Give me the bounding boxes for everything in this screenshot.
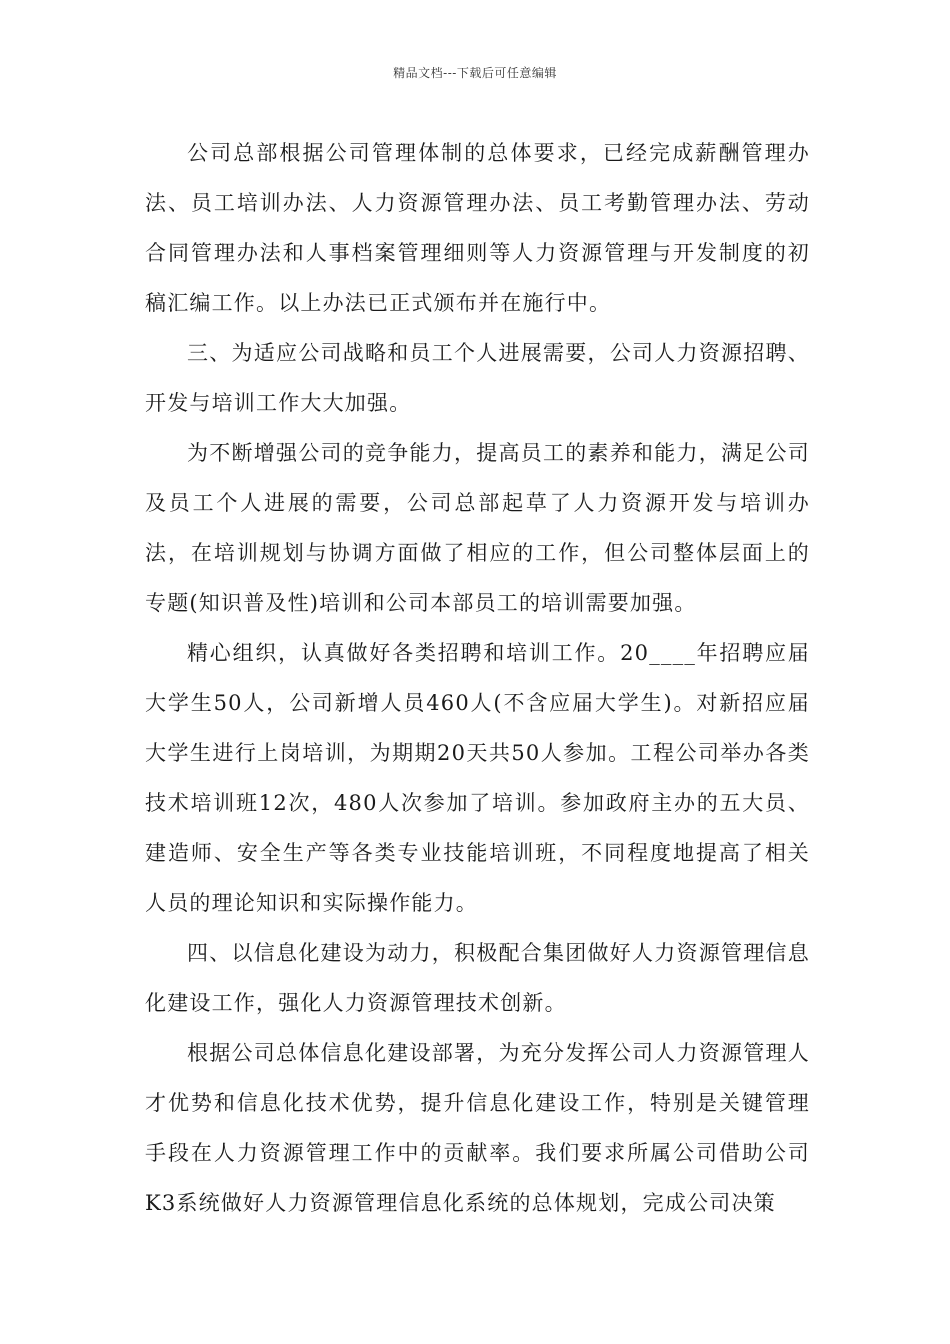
paragraph: 精心组织，认真做好各类招聘和培训工作。20____年招聘应届大学生50人，公司新增人员460人(不含应届大学生)。对新招应届大学生进行上岗培训，为期期20天共50人参加。工程公司举办各类技术培训班12次，480人次参加了培训。参加政府主办的五大员、建造师、安全生产等各类专业技能培训班，不同程度地提高了相关人员的理论知识和实际操作能力。 (145, 641, 810, 915)
page-header: 精品文档---下载后可任意编辑 (393, 66, 557, 80)
document-body (145, 128, 810, 1228)
paragraph: 根据公司总体信息化建设部署，为充分发挥公司人力资源管理人才优势和信息化技术优势，提升信息化建设工作，特别是关键管理手段在人力资源管理工作中的贡献率。我们要求所属公司借助公司K3系统做好人力资源管理信息化系统的总体规划，完成公司决策 (145, 1041, 810, 1215)
paragraph: 四、以信息化建设为动力，积极配合集团做好人力资源管理信息化建设工作，强化人力资源管理技术创新。 (145, 941, 810, 1015)
paragraph: 为不断增强公司的竞争能力，提高员工的素养和能力，满足公司及员工个人进展的需要，公司总部起草了人力资源开发与培训办法，在培训规划与协调方面做了相应的工作，但公司整体层面上的专题(知识普及性)培训和公司本部员工的培训需要加强。 (145, 441, 810, 615)
paragraph: 公司总部根据公司管理体制的总体要求，已经完成薪酬管理办法、员工培训办法、人力资源管理办法、员工考勤管理办法、劳动合同管理办法和人事档案管理细则等人力资源管理与开发制度的初稿汇编工作。以上办法已正式颁布并在施行中。 (145, 141, 810, 315)
paragraph: 三、为适应公司战略和员工个人进展需要，公司人力资源招聘、开发与培训工作大大加强。 (145, 341, 810, 415)
